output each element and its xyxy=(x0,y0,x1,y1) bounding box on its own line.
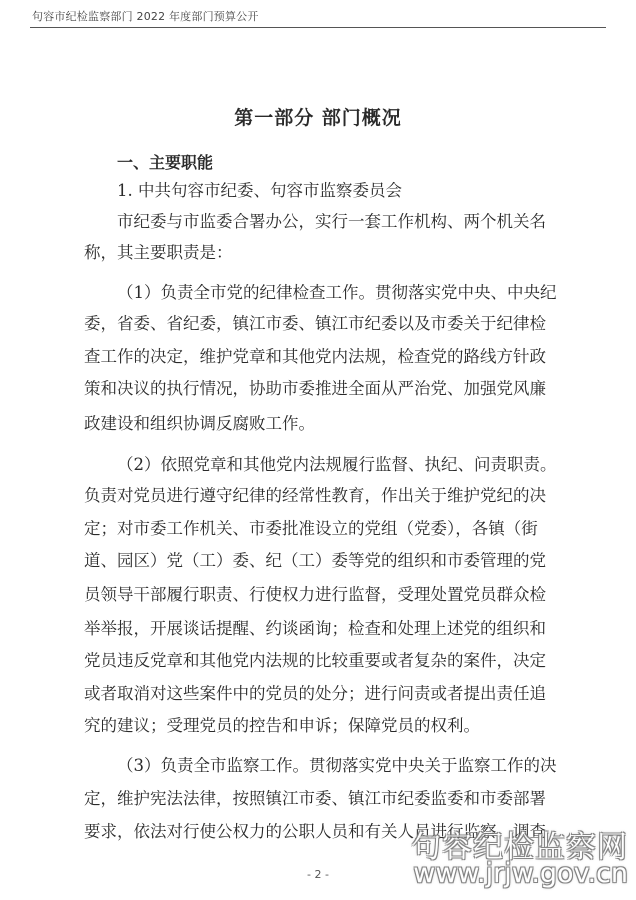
section-heading: 一、主要职能 xyxy=(117,153,214,172)
body-line: 称，其主要职责是： xyxy=(84,243,233,262)
body-line: 策和决议的执行情况，协助市委推进全面从严治党、加强党风廉 xyxy=(84,379,546,398)
body-line: 党员违反党章和其他党内法规的比较重要或者复杂的案件，决定 xyxy=(84,651,546,670)
body-line: 1. 中共句容市纪委、句容市监察委员会 xyxy=(117,181,402,200)
body-line: 政建设和组织协调反腐败工作。 xyxy=(84,414,315,433)
body-line: 道、园区）党（工）委、纪（工）委等党的组织和市委管理的党 xyxy=(84,551,546,570)
body-line: 定，维护宪法法律，按照镇江市委、镇江市纪委监委和市委部署 xyxy=(84,789,546,808)
watermark-url: www.jrjw.gov.cn xyxy=(413,858,628,889)
header-divider xyxy=(30,27,606,28)
body-line: 举举报，开展谈话提醒、约谈函询；检查和处理上述党的组织和 xyxy=(84,619,546,638)
body-line: 员领导干部履行职责、行使权力进行监督，受理处置党员群众检 xyxy=(84,585,546,604)
body-line: （1）负责全市党的纪律检查工作。贯彻落实党中央、中央纪 xyxy=(117,283,557,302)
watermark-site-name: 句容纪检监察网 xyxy=(411,830,628,865)
body-line: 查工作的决定，维护党章和其他党内法规，检查党的路线方针政 xyxy=(84,347,546,366)
running-header: 句容市纪检监察部门 2022 年度部门预算公开 xyxy=(32,10,259,23)
body-line: （3）负责全市监察工作。贯彻落实党中央关于监察工作的决 xyxy=(117,756,557,775)
body-line: 或者取消对这些案件中的党员的处分；进行问责或者提出责任追 xyxy=(84,684,546,703)
page-number: - 2 - xyxy=(307,868,329,881)
body-line: 负责对党员进行遵守纪律的经常性教育，作出关于维护党纪的决 xyxy=(84,486,546,505)
body-line: 究的建议；受理党员的控告和申诉；保障党员的权利。 xyxy=(84,716,480,735)
body-line: 要求，依法对行使公权力的公职人员和有关人员进行监察，调查 xyxy=(84,822,546,841)
body-line: 定；对市委工作机关、市委批准设立的党组（党委），各镇（街 xyxy=(84,519,538,538)
page-title: 第一部分 部门概况 xyxy=(234,107,402,129)
body-line: 市纪委与市监委合署办公，实行一套工作机构、两个机关名 xyxy=(117,212,546,231)
body-line: 委，省委、省纪委，镇江市委、镇江市纪委以及市委关于纪律检 xyxy=(84,314,546,333)
body-line: （2）依照党章和其他党内法规履行监督、执纪、问责职责。 xyxy=(117,455,557,474)
